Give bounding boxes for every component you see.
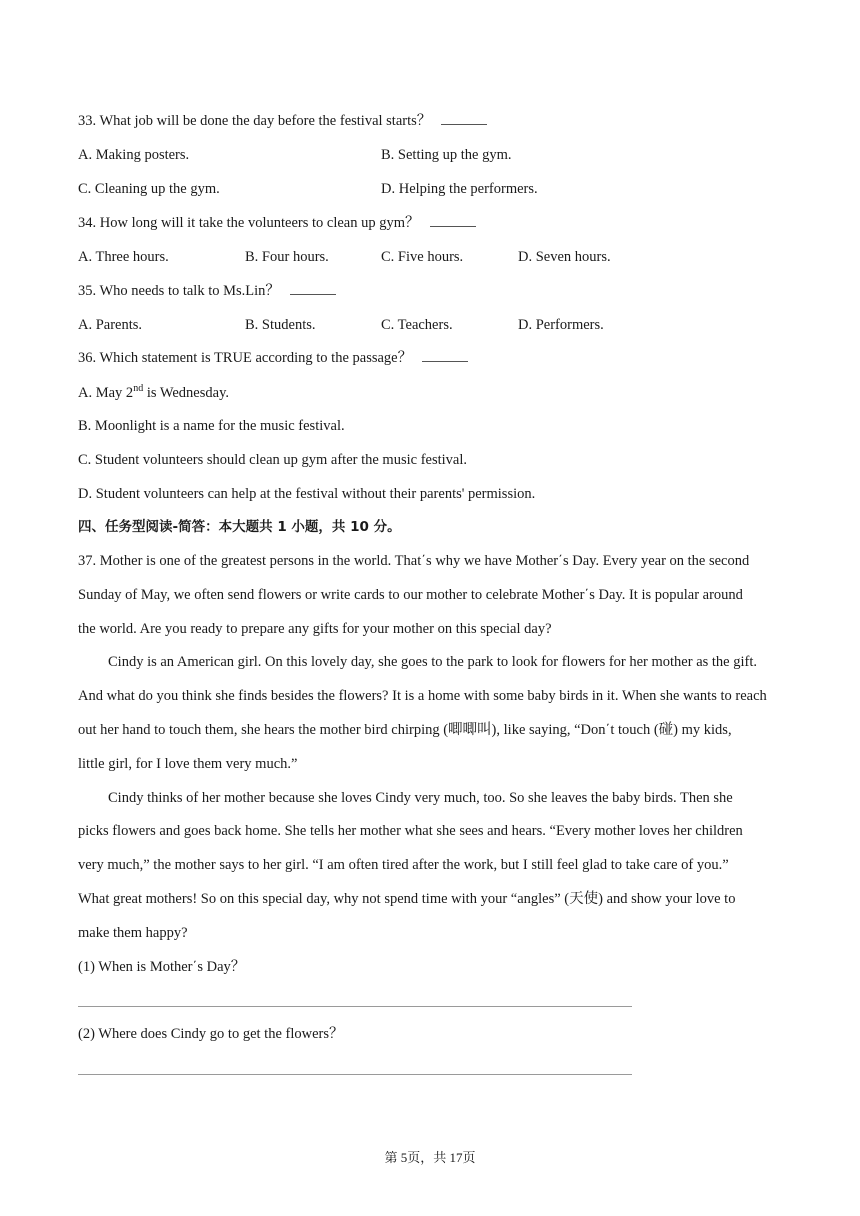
passage-line: Cindy is an American girl. On this lovely day, she goes to the park to look for flowers for her mother as the gift. <box>108 654 758 670</box>
score-value: 10 <box>350 519 369 535</box>
question-34-stem: 34. How long will it take the volunteers to clean up gym？ <box>78 215 420 231</box>
question-36 <box>78 348 468 368</box>
question-33-stem: 33. What job will be done the day before the festival starts？ <box>78 113 432 129</box>
passage-line: Sunday of May, we often send flowers or write cards to our mother to celebrate Mother΄s Day. It is popular around <box>78 587 743 603</box>
option-a-text: A. May 2 <box>78 385 134 401</box>
answer-blank <box>422 349 468 362</box>
passage-line: little girl, for I love them very much.” <box>78 756 298 772</box>
page-footer <box>0 1147 860 1166</box>
answer-blank <box>441 112 487 125</box>
total-page-count: 17 <box>449 1150 463 1165</box>
section-heading <box>78 517 401 537</box>
option-d: D. Performers. <box>518 317 604 333</box>
question-35-stem: 35. Who needs to talk to Ms.Lin？ <box>78 283 280 299</box>
section-heading-text: 小题，共 <box>286 519 351 535</box>
option-c: C. Student volunteers should clean up gym after the music festival. <box>78 452 468 468</box>
option-b: B. Setting up the gym. <box>381 147 512 163</box>
option-a-text-end: is Wednesday. <box>143 385 230 401</box>
option-c: C. Teachers. <box>381 317 453 333</box>
question-33 <box>78 111 487 131</box>
option-a: A. Making posters. <box>78 147 190 163</box>
answer-blank <box>430 214 476 227</box>
option-a: A. Three hours. <box>78 249 169 265</box>
ordinal-suffix: nd <box>133 383 144 395</box>
passage-line: make them happy? <box>78 925 188 941</box>
option-a: A. Parents. <box>78 317 143 333</box>
answer-line[interactable] <box>78 1074 632 1075</box>
passage-line: very much,” the mother says to her girl. “I am often tired after the work, but I still feel glad to take care of you.” <box>78 857 729 873</box>
footer-text: 第 <box>384 1150 401 1165</box>
option-b: B. Four hours. <box>245 249 329 265</box>
question-36-stem: 36. Which statement is TRUE according to the passage？ <box>78 350 413 366</box>
section-heading-text: 分。 <box>368 519 401 535</box>
subquestion-2: (2) Where does Cindy go to get the flowers？ <box>78 1026 344 1042</box>
option-d: D. Seven hours. <box>518 249 611 265</box>
answer-line[interactable] <box>78 1006 632 1007</box>
section-heading-text: 四、任务型阅读-简答：本大题共 <box>78 519 278 535</box>
passage-line: 37. Mother is one of the greatest persons in the world. That΄s why we have Mother΄s Day. Every year on the second <box>78 553 750 569</box>
question-35 <box>78 281 336 301</box>
question-34 <box>78 213 476 233</box>
option-c: C. Cleaning up the gym. <box>78 181 220 197</box>
question-count: 1 <box>277 519 287 535</box>
option-d: D. Student volunteers can help at the festival without their parents' permission. <box>78 486 536 502</box>
option-c: C. Five hours. <box>381 249 464 265</box>
answer-blank <box>290 282 336 295</box>
subquestion-1: (1) When is Mother΄s Day？ <box>78 959 246 975</box>
option-b: B. Moonlight is a name for the music festival. <box>78 418 345 434</box>
passage-line: And what do you think she finds besides the flowers? It is a home with some baby birds in it. When she wants to reach <box>78 688 767 704</box>
current-page-number: 5 <box>400 1150 408 1165</box>
passage-line: picks flowers and goes back home. She tells her mother what she sees and hears. “Every mother loves her children <box>78 823 743 839</box>
option-b: B. Students. <box>245 317 316 333</box>
passage-line: Cindy thinks of her mother because she loves Cindy very much, too. So she leaves the baby birds. Then she <box>108 790 733 806</box>
passage-line: the world. Are you ready to prepare any gifts for your mother on this special day? <box>78 621 552 637</box>
passage-line: What great mothers! So on this special day, why not spend time with your “angles” (天使) and show your love to <box>78 891 736 907</box>
option-d: D. Helping the performers. <box>381 181 538 197</box>
passage-line: out her hand to touch them, she hears the mother bird chirping (唧唧叫), like saying, “Don΄t touch (碰) my kids, <box>78 722 732 738</box>
option-a <box>78 383 229 403</box>
footer-text: 页，共 <box>407 1150 450 1165</box>
footer-text: 页 <box>462 1150 476 1165</box>
